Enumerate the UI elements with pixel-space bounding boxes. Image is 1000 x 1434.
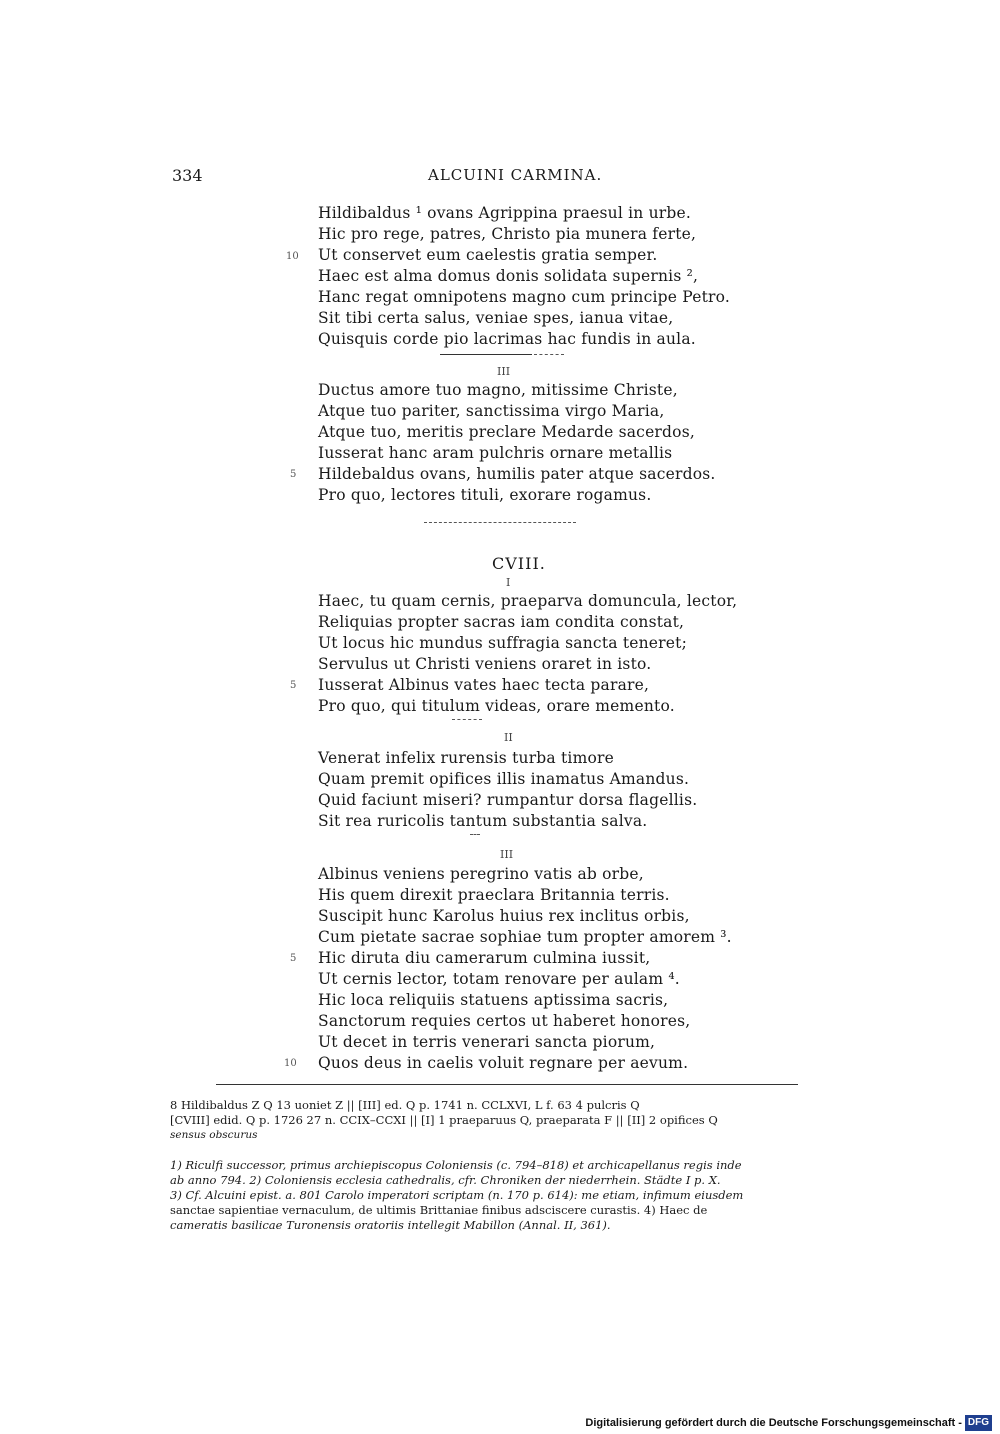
verse-line: Quid faciunt miseri? rumpantur dorsa flagellis.: [318, 791, 698, 809]
verse-line: Quos deus in caelis voluit regnare per aevum.: [318, 1054, 689, 1072]
verse-line: Servulus ut Christi veniens oraret in isto.: [318, 655, 652, 673]
verse-line: His quem direxit praeclara Britannia terris.: [318, 886, 670, 904]
verse-line: Atque tuo pariter, sanctissima virgo Maria,: [318, 402, 665, 420]
verse-line: Hic pro rege, patres, Christo pia munera ferte,: [318, 225, 697, 243]
running-title: ALCUINI CARMINA.: [428, 166, 603, 184]
footnote-line: 1) Riculfi successor, primus archiepiscopus Coloniensis (c. 794–818) et archicapellanus regis inde: [170, 1158, 742, 1172]
verse-line: Sit tibi certa salus, veniae spes, ianua vitae,: [318, 309, 674, 327]
digitization-credit: [585, 1414, 992, 1432]
section-numeral: II: [504, 731, 513, 744]
verse-line: Hildibaldus ¹ ovans Agrippina praesul in urbe.: [318, 204, 692, 222]
footnote-line: 3) Cf. Alcuini epist. a. 801 Carolo imperatori scriptam (n. 170 p. 614): me etiam, infimum eiusdem: [170, 1188, 744, 1202]
dfg-logo: DFG: [965, 1415, 992, 1431]
line-number: 10: [286, 251, 299, 262]
separator-rule: [534, 354, 564, 355]
apparatus-line: sensus obscurus: [170, 1129, 258, 1141]
verse-line: Hic loca reliquiis statuens aptissima sacris,: [318, 991, 669, 1009]
verse-line: Albinus veniens peregrino vatis ab orbe,: [318, 865, 644, 883]
section-numeral: III: [500, 848, 514, 861]
footnote-separator: [216, 1084, 798, 1085]
verse-line: Quisquis corde pio lacrimas hac fundis in aula.: [318, 330, 696, 348]
footnote-line: ab anno 794. 2) Coloniensis ecclesia cathedralis, cfr. Chroniken der niederrhein. Städte I p. X.: [170, 1173, 721, 1187]
line-number: 5: [290, 469, 297, 480]
separator-rule: [440, 354, 532, 355]
footnote-line: cameratis basilicae Turonensis oratoriis intellegit Mabillon (Annal. II, 361).: [170, 1218, 611, 1232]
apparatus-line: 8 Hildibaldus Z Q 13 uoniet Z || [III] ed. Q p. 1741 n. CCLXVI, L f. 63 4 pulcris Q: [170, 1098, 640, 1112]
verse-line: Pro quo, lectores tituli, exorare rogamus.: [318, 486, 652, 504]
verse-line: Reliquias propter sacras iam condita constat,: [318, 613, 685, 631]
verse-line: Hic diruta diu camerarum culmina iussit,: [318, 949, 651, 967]
verse-line: Suscipit hunc Karolus huius rex inclitus orbis,: [318, 907, 690, 925]
page-header: [0, 166, 1000, 190]
verse-line: Atque tuo, meritis preclare Medarde sacerdos,: [318, 423, 695, 441]
critical-apparatus: [170, 1098, 840, 1143]
verse-line: Hanc regat omnipotens magno cum principe Petro.: [318, 288, 730, 306]
verse-line: Sit rea ruricolis tantum substantia salva.: [318, 812, 648, 830]
verse-line: Ut locus hic mundus suffragia sancta teneret;: [318, 634, 688, 652]
verse-line: Quam premit opifices illis inamatus Amandus.: [318, 770, 690, 788]
verse-line: Pro quo, qui titulum videas, orare memento.: [318, 697, 675, 715]
footnote-line: sanctae sapientiae vernaculum, de ultimis Brittaniae finibus adsciscere curastis. 4) Haec de: [170, 1203, 708, 1217]
poem-end-rule: [424, 522, 576, 523]
line-number: 5: [290, 953, 297, 964]
verse-line: Haec, tu quam cernis, praeparva domuncula, lector,: [318, 592, 738, 610]
verse-line: Ductus amore tuo magno, mitissime Christe,: [318, 381, 678, 399]
footnotes: [170, 1158, 840, 1233]
verse-line: Ut decet in terris venerari sancta piorum,: [318, 1033, 656, 1051]
verse-line: Cum pietate sacrae sophiae tum propter amorem ³.: [318, 928, 732, 946]
verse-line: Iusserat hanc aram pulchris ornare metallis: [318, 444, 673, 462]
verse-line: Ut conservet eum caelestis gratia semper.: [318, 246, 658, 264]
verse-line: Venerat infelix rurensis turba timore: [318, 749, 614, 767]
verse-line: Hildebaldus ovans, humilis pater atque sacerdos.: [318, 465, 716, 483]
verse-line: Sanctorum requies certos ut haberet honores,: [318, 1012, 691, 1030]
section-numeral: III: [497, 365, 511, 378]
verse-line: Ut cernis lector, totam renovare per aulam ⁴.: [318, 970, 680, 988]
line-number: 5: [290, 680, 297, 691]
apparatus-line: [CVIII] edid. Q p. 1726 27 n. CCIX–CCXI || [I] 1 praeparuus Q, praeparata F || [II] 2 opifices Q: [170, 1113, 718, 1127]
credit-text: Digitalisierung gefördert durch die Deutsche Forschungsgemeinschaft -: [585, 1417, 962, 1429]
separator-rule: [452, 719, 482, 720]
poem-title: CVIII.: [492, 554, 546, 573]
page-number: 334: [172, 166, 203, 185]
section-numeral: I: [506, 576, 511, 589]
separator-rule: [470, 834, 480, 835]
verse-line: Iusserat Albinus vates haec tecta parare,: [318, 676, 650, 694]
verse-line: Haec est alma domus donis solidata supernis ²,: [318, 267, 699, 285]
line-number: 10: [284, 1058, 297, 1069]
